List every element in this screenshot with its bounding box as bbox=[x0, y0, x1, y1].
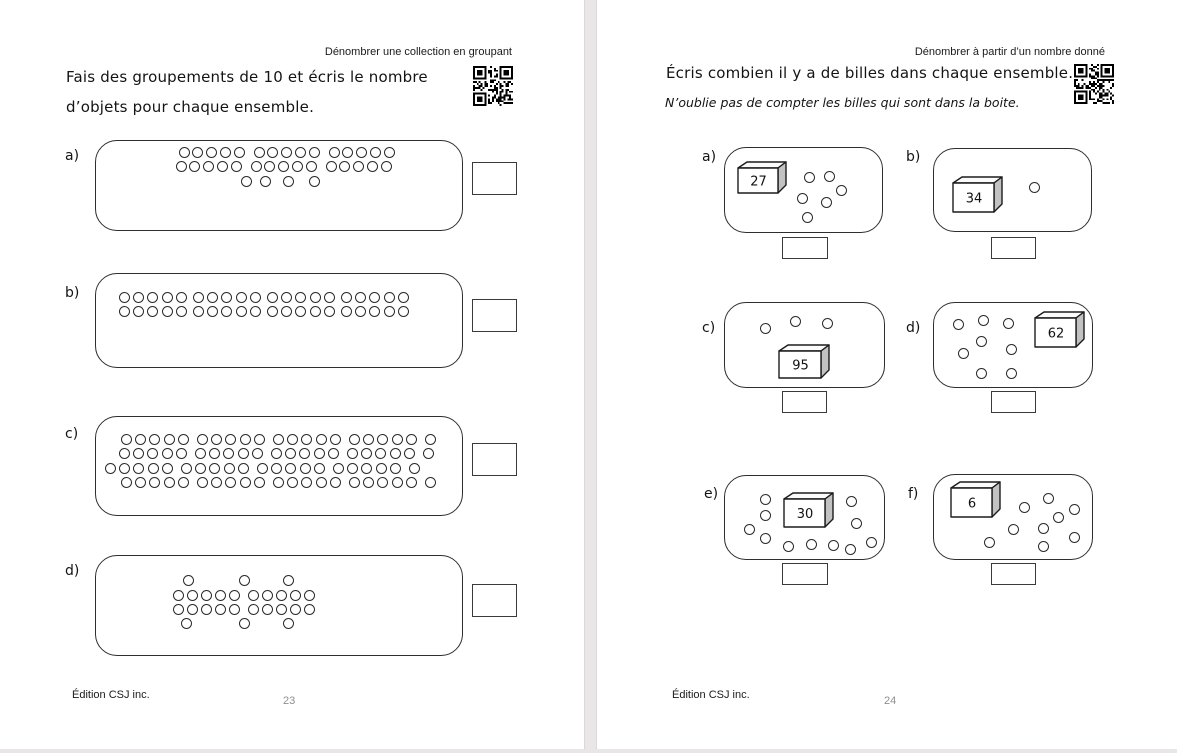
problem-label-d: d) bbox=[65, 563, 80, 579]
dot bbox=[229, 604, 240, 615]
box-value: 62 bbox=[1047, 326, 1065, 342]
dot bbox=[281, 147, 292, 158]
answer-box-a[interactable] bbox=[472, 162, 517, 195]
problem-label-b: b) bbox=[65, 285, 80, 301]
dot bbox=[192, 147, 203, 158]
dot bbox=[353, 161, 364, 172]
dot bbox=[347, 448, 358, 459]
dot bbox=[295, 292, 306, 303]
dot bbox=[248, 590, 259, 601]
dot bbox=[309, 176, 320, 187]
dot bbox=[162, 306, 173, 317]
dot bbox=[248, 604, 259, 615]
dot bbox=[290, 590, 301, 601]
dot bbox=[173, 604, 184, 615]
dot bbox=[257, 463, 268, 474]
dot bbox=[404, 448, 415, 459]
dot bbox=[178, 477, 189, 488]
dot bbox=[215, 604, 226, 615]
dot bbox=[220, 147, 231, 158]
dot bbox=[250, 306, 261, 317]
dot-ensemble-d bbox=[95, 555, 463, 656]
dot bbox=[133, 448, 144, 459]
dot bbox=[363, 434, 374, 445]
note-italic: N’oublie pas de compter les billes qui sont dans la boite. bbox=[665, 95, 1020, 110]
dot bbox=[301, 477, 312, 488]
instruction-line-2: d’objets pour chaque ensemble. bbox=[66, 98, 315, 116]
dot bbox=[301, 434, 312, 445]
dot bbox=[119, 463, 130, 474]
dot bbox=[262, 604, 273, 615]
dot bbox=[326, 161, 337, 172]
dot bbox=[398, 306, 409, 317]
dot bbox=[236, 306, 247, 317]
dot bbox=[423, 448, 434, 459]
dot bbox=[390, 463, 401, 474]
dot bbox=[181, 618, 192, 629]
dot bbox=[281, 292, 292, 303]
dot bbox=[178, 434, 189, 445]
dot bbox=[339, 161, 350, 172]
answer-box-c[interactable] bbox=[472, 443, 517, 476]
problem-label-a: a) bbox=[65, 148, 80, 164]
answer-box-d[interactable] bbox=[472, 584, 517, 617]
dot bbox=[203, 161, 214, 172]
dot bbox=[384, 306, 395, 317]
dot bbox=[254, 147, 265, 158]
dot bbox=[133, 292, 144, 303]
dot bbox=[229, 590, 240, 601]
marble-ensemble-e bbox=[724, 475, 885, 560]
marble bbox=[828, 540, 839, 551]
marble bbox=[760, 323, 771, 334]
problem-label-d: d) bbox=[906, 320, 921, 336]
dot bbox=[209, 463, 220, 474]
marble bbox=[836, 185, 847, 196]
dot bbox=[224, 463, 235, 474]
page-header-right: Dénombrer à partir d’un nombre donné bbox=[914, 46, 1105, 58]
dot bbox=[197, 434, 208, 445]
dot bbox=[316, 434, 327, 445]
dot bbox=[225, 477, 236, 488]
dot bbox=[181, 463, 192, 474]
dot bbox=[276, 604, 287, 615]
box-value: 95 bbox=[792, 358, 809, 374]
marble bbox=[953, 319, 964, 330]
dot bbox=[376, 463, 387, 474]
marble bbox=[783, 541, 794, 552]
dot bbox=[271, 448, 282, 459]
dot bbox=[285, 463, 296, 474]
dot bbox=[239, 618, 250, 629]
answer-box-d[interactable] bbox=[991, 391, 1036, 413]
marble bbox=[797, 193, 808, 204]
dot bbox=[330, 434, 341, 445]
dot bbox=[283, 575, 294, 586]
dot bbox=[324, 292, 335, 303]
dot bbox=[271, 463, 282, 474]
marble bbox=[821, 197, 832, 208]
dot bbox=[361, 463, 372, 474]
dot-ensemble-c bbox=[95, 416, 463, 516]
marble bbox=[824, 171, 835, 182]
dot bbox=[173, 590, 184, 601]
marble bbox=[804, 172, 815, 183]
instruction-right: Écris combien il y a de billes dans chaque ensemble. bbox=[666, 64, 1074, 82]
dot bbox=[314, 463, 325, 474]
marble bbox=[1008, 524, 1019, 535]
dot bbox=[278, 161, 289, 172]
dot bbox=[148, 463, 159, 474]
dot bbox=[147, 306, 158, 317]
dot bbox=[221, 306, 232, 317]
answer-box-f[interactable] bbox=[991, 563, 1036, 585]
marble-ensemble-a bbox=[724, 147, 883, 233]
dot bbox=[215, 590, 226, 601]
dot bbox=[363, 477, 374, 488]
dot bbox=[133, 306, 144, 317]
dot bbox=[254, 477, 265, 488]
dot bbox=[306, 161, 317, 172]
dot bbox=[176, 161, 187, 172]
dot bbox=[330, 477, 341, 488]
dot bbox=[211, 477, 222, 488]
dot bbox=[406, 434, 417, 445]
marble bbox=[866, 537, 877, 548]
marble bbox=[1038, 523, 1049, 534]
dot bbox=[189, 161, 200, 172]
dot bbox=[264, 161, 275, 172]
dot bbox=[384, 147, 395, 158]
dot bbox=[149, 477, 160, 488]
dot bbox=[164, 434, 175, 445]
box-value: 27 bbox=[750, 174, 767, 190]
marble-ensemble-f bbox=[933, 474, 1093, 560]
dot bbox=[310, 306, 321, 317]
dot bbox=[207, 292, 218, 303]
dot bbox=[231, 161, 242, 172]
dot bbox=[290, 604, 301, 615]
marble-ensemble-b bbox=[933, 148, 1092, 232]
dot bbox=[133, 463, 144, 474]
dot bbox=[193, 292, 204, 303]
dot bbox=[197, 477, 208, 488]
answer-box-b[interactable] bbox=[991, 237, 1036, 259]
dot bbox=[238, 463, 249, 474]
dot bbox=[211, 434, 222, 445]
dot bbox=[176, 306, 187, 317]
page-number-right: 24 bbox=[884, 695, 897, 707]
dot bbox=[295, 147, 306, 158]
dot bbox=[267, 147, 278, 158]
dot bbox=[223, 448, 234, 459]
dot bbox=[209, 448, 220, 459]
marble bbox=[802, 212, 813, 223]
dot bbox=[369, 292, 380, 303]
marble bbox=[1069, 532, 1080, 543]
page-number-left: 23 bbox=[283, 695, 296, 707]
dot bbox=[390, 448, 401, 459]
dot bbox=[425, 434, 436, 445]
dot bbox=[260, 176, 271, 187]
dot bbox=[329, 147, 340, 158]
marble bbox=[1003, 318, 1014, 329]
marble bbox=[1038, 541, 1049, 552]
marble bbox=[760, 533, 771, 544]
dot bbox=[193, 306, 204, 317]
dot bbox=[273, 434, 284, 445]
problem-label-c: c) bbox=[702, 320, 716, 336]
dot bbox=[355, 292, 366, 303]
dot bbox=[377, 434, 388, 445]
dot bbox=[267, 292, 278, 303]
dot bbox=[262, 590, 273, 601]
dot bbox=[187, 590, 198, 601]
dot bbox=[349, 434, 360, 445]
dot bbox=[119, 448, 130, 459]
dot bbox=[162, 292, 173, 303]
dot bbox=[206, 147, 217, 158]
dot bbox=[341, 306, 352, 317]
dot bbox=[176, 292, 187, 303]
marble bbox=[1053, 512, 1064, 523]
dot bbox=[355, 306, 366, 317]
dot bbox=[240, 477, 251, 488]
dot bbox=[221, 292, 232, 303]
page-24 bbox=[597, 0, 1177, 750]
marble bbox=[806, 539, 817, 550]
dot bbox=[225, 434, 236, 445]
qr-code-icon bbox=[1074, 64, 1114, 104]
marble bbox=[760, 510, 771, 521]
dot bbox=[316, 477, 327, 488]
answer-box-e[interactable] bbox=[782, 563, 828, 585]
dot bbox=[375, 448, 386, 459]
qr-code-icon bbox=[473, 66, 513, 106]
dot-ensemble-a bbox=[95, 140, 463, 231]
dot bbox=[406, 477, 417, 488]
page-header-left: Dénombrer une collection en groupant bbox=[324, 46, 512, 58]
dot bbox=[239, 575, 250, 586]
dot bbox=[217, 161, 228, 172]
dot bbox=[304, 590, 315, 601]
dot bbox=[377, 477, 388, 488]
marble bbox=[845, 544, 856, 555]
dot bbox=[135, 477, 146, 488]
dot bbox=[347, 463, 358, 474]
dot bbox=[276, 590, 287, 601]
marble bbox=[1029, 182, 1040, 193]
box-value: 30 bbox=[796, 507, 814, 522]
answer-box-c[interactable] bbox=[782, 391, 827, 413]
dot bbox=[398, 292, 409, 303]
dot bbox=[369, 306, 380, 317]
dot bbox=[370, 147, 381, 158]
marble bbox=[790, 316, 801, 327]
dot bbox=[392, 477, 403, 488]
dot bbox=[283, 618, 294, 629]
dot bbox=[425, 477, 436, 488]
problem-label-a: a) bbox=[702, 149, 717, 165]
problem-label-c: c) bbox=[65, 426, 79, 442]
dot bbox=[162, 448, 173, 459]
dot bbox=[201, 604, 212, 615]
marble bbox=[976, 336, 987, 347]
marble-ensemble-d bbox=[933, 302, 1093, 388]
dot bbox=[367, 161, 378, 172]
dot bbox=[207, 306, 218, 317]
dot bbox=[176, 448, 187, 459]
marble bbox=[822, 318, 833, 329]
dot bbox=[240, 434, 251, 445]
dot bbox=[195, 448, 206, 459]
page-gap-divider bbox=[584, 0, 597, 753]
dot bbox=[287, 477, 298, 488]
dot bbox=[121, 434, 132, 445]
marble bbox=[744, 524, 755, 535]
marble bbox=[1069, 504, 1080, 515]
dot bbox=[119, 292, 130, 303]
dot bbox=[310, 292, 321, 303]
marble bbox=[846, 496, 857, 507]
dot bbox=[179, 147, 190, 158]
dot bbox=[164, 477, 175, 488]
dot bbox=[119, 306, 130, 317]
dot bbox=[295, 306, 306, 317]
dot bbox=[234, 147, 245, 158]
dot bbox=[392, 434, 403, 445]
marble bbox=[1006, 344, 1017, 355]
dot bbox=[285, 448, 296, 459]
answer-box-a[interactable] bbox=[782, 237, 828, 259]
marble bbox=[958, 348, 969, 359]
dot bbox=[349, 477, 360, 488]
box-value: 6 bbox=[967, 496, 977, 512]
dot bbox=[147, 292, 158, 303]
dot bbox=[183, 575, 194, 586]
dot bbox=[328, 448, 339, 459]
dot bbox=[287, 434, 298, 445]
dot bbox=[409, 463, 420, 474]
dot bbox=[147, 448, 158, 459]
dot bbox=[283, 176, 294, 187]
dot bbox=[135, 434, 146, 445]
dot bbox=[241, 176, 252, 187]
footer-edition-right: Édition CSJ inc. bbox=[672, 689, 750, 701]
dot bbox=[292, 161, 303, 172]
marble bbox=[978, 315, 989, 326]
dot bbox=[252, 448, 263, 459]
dot bbox=[324, 306, 335, 317]
dot bbox=[254, 434, 265, 445]
dot bbox=[300, 463, 311, 474]
footer-edition-left: Édition CSJ inc. bbox=[72, 689, 150, 701]
marble bbox=[1006, 368, 1017, 379]
marble bbox=[1019, 502, 1030, 513]
dot bbox=[281, 306, 292, 317]
page-23 bbox=[0, 0, 584, 750]
problem-label-e: e) bbox=[704, 486, 719, 502]
problem-label-b: b) bbox=[906, 149, 921, 165]
dot bbox=[149, 434, 160, 445]
dot bbox=[361, 448, 372, 459]
dot bbox=[121, 477, 132, 488]
marble-ensemble-c bbox=[724, 302, 885, 388]
dot-ensemble-b bbox=[95, 273, 463, 368]
dot bbox=[250, 292, 261, 303]
marble bbox=[1043, 493, 1054, 504]
dot bbox=[309, 147, 320, 158]
viewer-bottom-edge bbox=[0, 749, 1177, 753]
dot bbox=[381, 161, 392, 172]
answer-box-b[interactable] bbox=[472, 299, 517, 332]
dot bbox=[299, 448, 310, 459]
dot bbox=[236, 292, 247, 303]
box-value: 34 bbox=[965, 191, 983, 207]
dot bbox=[314, 448, 325, 459]
dot bbox=[304, 604, 315, 615]
instruction-line-1: Fais des groupements de 10 et écris le nombre bbox=[66, 68, 428, 86]
dot bbox=[267, 306, 278, 317]
dot bbox=[384, 292, 395, 303]
dot bbox=[201, 590, 212, 601]
dot bbox=[195, 463, 206, 474]
dot bbox=[356, 147, 367, 158]
marble bbox=[760, 494, 771, 505]
dot bbox=[342, 147, 353, 158]
dot bbox=[162, 463, 173, 474]
problem-label-f: f) bbox=[908, 486, 919, 502]
dot bbox=[251, 161, 262, 172]
marble bbox=[851, 518, 862, 529]
dot bbox=[273, 477, 284, 488]
marble bbox=[984, 537, 995, 548]
dot bbox=[187, 604, 198, 615]
dot bbox=[238, 448, 249, 459]
dot bbox=[341, 292, 352, 303]
dot bbox=[333, 463, 344, 474]
marble bbox=[976, 368, 987, 379]
dot bbox=[105, 463, 116, 474]
